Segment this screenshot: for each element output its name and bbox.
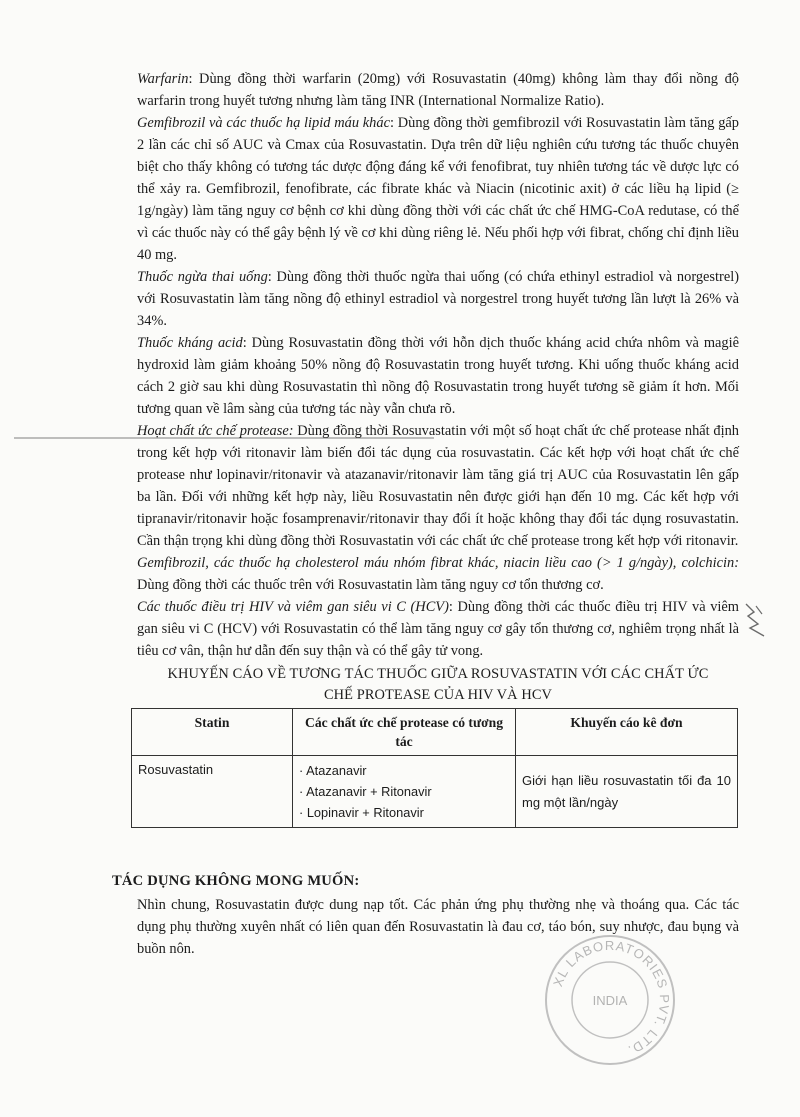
interaction-section xyxy=(137,68,739,828)
inhibitor-item: · Lopinavir + Ritonavir xyxy=(299,805,424,820)
inhibitor-item: · Atazanavir + Ritonavir xyxy=(299,784,432,799)
inhibitor-item: · Atazanavir xyxy=(299,763,367,778)
paragraph-lead: Các thuốc điều trị HIV và viêm gan siêu vi C (HCV) xyxy=(137,599,449,615)
paragraph-contraceptive xyxy=(137,266,739,332)
paragraph-text: Dùng đồng thời Rosuvastatin với một số hoạt chất ức chế protease nhất định trong kết hợp với ritonavir làm biến đổi tác dụng của rosuvastatin. Các kết hợp với hoạt chất ức chế protease như lopinavir/ritonavir và atazanavir/ritonavir làm tăng giá trị AUC của Rosuvastatin lên gấp ba lần. Đối với những kết hợp này, liều Rosuvastatin nên được giới hạn đến 10 mg. Các kết hợp với tipranavir/ritonavir hoặc fosamprenavir/ritonavir thay đổi ít hoặc không thay đổi tác dụng rosuvastatin. Cần thận trọng khi dùng đồng thời Rosuvastatin với các chất ức chế protease trong kết hợp với ritonavir. xyxy=(137,423,739,549)
paragraph-lead: Thuốc ngừa thai uống xyxy=(137,269,268,285)
paragraph-lead: Warfarin xyxy=(137,71,189,87)
paragraph-hiv-hcv xyxy=(137,596,739,662)
table-title-line: KHUYẾN CÁO VỀ TƯƠNG TÁC THUỐC GIỮA ROSUVASTATIN VỚI CÁC CHẤT ỨC xyxy=(167,666,709,682)
recommendation-table xyxy=(131,708,738,828)
table-title-line: CHẾ PROTEASE CỦA HIV VÀ HCV xyxy=(323,687,553,703)
paragraph-protease xyxy=(137,420,739,552)
cell-recommendation: Giới hạn liều rosuvastatin tối đa 10 mg một lần/ngày xyxy=(516,756,738,828)
cell-statin: Rosuvastatin xyxy=(132,756,293,828)
paragraph-text: : Dùng Rosuvastatin đồng thời với hỗn dịch thuốc kháng acid chứa nhôm và magiê hydroxid làm giảm khoảng 50% nồng độ Rosuvastatin trong huyết tương. Khi uống thuốc kháng acid cách 2 giờ sau khi dùng Rosuvastatin thì nồng độ Rosuvastatin trong huyết tương sẽ giảm ít hơn. Mối tương quan về lâm sàng của tương tác này vẫn chưa rõ. xyxy=(137,335,739,417)
paragraph-lead: Hoạt chất ức chế protease: xyxy=(137,423,294,439)
side-effects-heading: TÁC DỤNG KHÔNG MONG MUỐN: xyxy=(112,873,360,889)
paragraph-lead: Thuốc kháng acid xyxy=(137,335,243,351)
paragraph-lead: Gemfibrozil, các thuốc hạ cholesterol máu nhóm fibrat khác, niacin liều cao (> 1 g/ngày), colchicin: xyxy=(137,555,739,571)
table-row xyxy=(132,756,738,828)
stamp-ring-text: XL LABORATORIES PVT. LTD. xyxy=(550,937,673,1059)
table-title xyxy=(137,664,739,706)
handwritten-mark xyxy=(740,600,770,640)
paragraph-fibrate-colchicin xyxy=(137,552,739,596)
paragraph-text: : Dùng đồng thời warfarin (20mg) với Rosuvastatin (40mg) không làm thay đổi nồng độ warfarin trong huyết tương nhưng làm tăng INR (International Normalize Ratio). xyxy=(137,71,739,109)
side-effects-body: Nhìn chung, Rosuvastatin được dung nạp tốt. Các phản ứng phụ thường nhẹ và thoáng qua. Các tác dụng phụ thường xuyên nhất có liên quan đến Rosuvastatin là đau cơ, táo bón, suy nhược, đau bụng và buồn nôn. xyxy=(137,897,739,957)
company-stamp xyxy=(540,930,680,1070)
header-statin: Statin xyxy=(132,709,293,756)
paragraph-text: : Dùng đồng thời thuốc ngừa thai uống (có chứa ethinyl estradiol và norgestrel) với Rosuvastatin làm tăng nồng độ ethinyl estradiol và norgestrel trong huyết tương lần lượt là 26% và 34%. xyxy=(137,269,739,329)
paragraph-text: : Dùng đồng thời các thuốc điều trị HIV và viêm gan siêu vi C (HCV) với Rosuvastatin có thể làm tăng nguy cơ gây tổn thương cơ, nghiêm trọng nhất là tiêu cơ vân, thận hư dẫn đến suy thận và có thể gây tử vong. xyxy=(137,599,739,659)
cell-inhibitors xyxy=(293,756,516,828)
table-header-row xyxy=(132,709,738,756)
paragraph-lead: Gemfibrozil và các thuốc hạ lipid máu khác xyxy=(137,115,390,131)
stamp-center-text: INDIA xyxy=(592,993,628,1008)
paragraph-text: Dùng đồng thời các thuốc trên với Rosuvastatin làm tăng nguy cơ tổn thương cơ. xyxy=(137,577,604,593)
paragraph-gemfibrozil xyxy=(137,112,739,266)
header-recommendation: Khuyến cáo kê đơn xyxy=(516,709,738,756)
paragraph-warfarin xyxy=(137,68,739,112)
paragraph-antacid xyxy=(137,332,739,420)
paragraph-text: : Dùng đồng thời gemfibrozil với Rosuvastatin làm tăng gấp 2 lần các chỉ số AUC và Cmax của Rosuvastatin. Dựa trên dữ liệu nghiên cứu tương tác thuốc chuyên biệt cho thấy không có tương tác dược động đáng kể với fenofibrat, tuy nhiên tương tác về dược lực có thể xảy ra. Gemfibrozil, fenofibrate, các fibrate khác và Niacin (nicotinic axit) ở các liều hạ lipid (≥ 1g/ngày) làm tăng nguy cơ bệnh cơ khi dùng đồng thời với các chất ức chế HMG-CoA redutase, có thể vì các thuốc này có thể gây bệnh lý về cơ khi dùng riêng lẻ. Nếu phối hợp với fibrat, chống chỉ định liều 40 mg. xyxy=(137,115,740,263)
header-protease-inhibitors: Các chất ức chế protease có tương tác xyxy=(293,709,516,756)
